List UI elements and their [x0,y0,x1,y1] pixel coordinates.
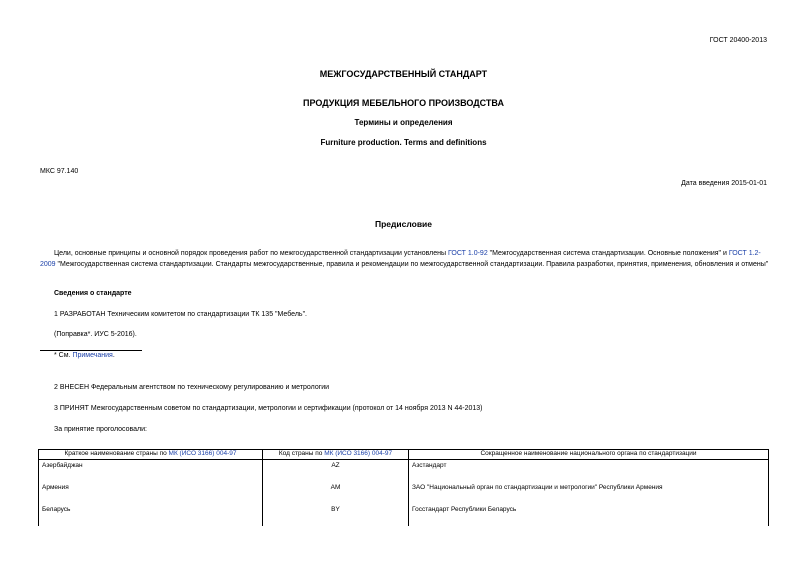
notes-link[interactable]: Примечания [72,352,113,359]
table-row [39,460,769,483]
preface-heading: Предисловие [374,219,433,229]
code-cell: AZ [263,460,409,483]
footnote-divider [40,350,142,351]
preface-text-part1: Цели, основные принципы и основной порядок проведения работ по межгосударственной стандартизации установлены [54,250,448,257]
standard-subtitle-ru: Термины и определения [354,118,453,127]
body-cell: Азстандарт [409,460,769,483]
country-cell: Беларусь [39,504,263,526]
document-code: ГОСТ 20400-2013 [709,37,767,44]
gost-1-2-2009-link[interactable]: ГОСТ 1.2-2009 [40,250,761,268]
footnote-suffix: . [112,352,115,359]
standard-name-ru: ПРОДУКЦИЯ МЕБЕЛЬНОГО ПРОИЗВОДСТВА [303,98,504,108]
preface-paragraph [40,248,770,270]
gost-1-0-92-link[interactable]: ГОСТ 1.0-92 [447,250,488,257]
voting-states-table [38,449,769,526]
column-header-body: Сокращенное наименование национального органа по стандартизации [409,450,769,460]
preface-text-part2: "Межгосударственная система стандартизации. Основные положения" и [487,250,729,257]
country-cell: Армения [39,482,263,504]
amendment-note: (Поправка*. ИУС 5-2016). [54,331,137,338]
table-header-row [39,450,769,460]
item-developed: 1 РАЗРАБОТАН Техническим комитетом по стандартизации ТК 135 "Мебель". [54,311,307,318]
standard-name-en: Furniture production. Terms and definitions [320,138,487,147]
footnote-prefix: * См. [54,352,73,359]
mk-iso-3166-link[interactable]: МК (ИСО 3166) 004-97 [168,450,237,457]
standard-info-heading: Сведения о стандарте [54,290,132,297]
item-adopted: 3 ПРИНЯТ Межгосударственным советом по стандартизации, метрологии и сертификации (протокол от 14 ноября 2013 N 44-2013) [54,405,483,412]
code-cell: BY [263,504,409,526]
table-row [39,504,769,526]
footnote [54,352,115,359]
code-cell: AM [263,482,409,504]
standard-type-title: МЕЖГОСУДАРСТВЕННЫЙ СТАНДАРТ [319,69,488,79]
voted-label: За принятие проголосовали: [54,426,147,433]
country-cell: Азербайджан [39,460,263,483]
item-submitted: 2 ВНЕСЕН Федеральным агентством по техническому регулированию и метрологии [54,384,330,391]
table-row [39,482,769,504]
column-header-code: Код страны по МК (ИСО 3166) 004-97 [263,450,409,460]
column-header-country: Краткое наименование страны по МК (ИСО 3166) 004-97 [39,450,263,460]
mks-code: МКС 97.140 [40,168,79,175]
mk-iso-3166-link[interactable]: МК (ИСО 3166) 004-97 [324,450,393,457]
body-cell: Госстандарт Республики Беларусь [409,504,769,526]
body-cell: ЗАО "Национальный орган по стандартизации и метрологии" Республики Армения [409,482,769,504]
preface-text-part3: "Межгосударственная система стандартизации. Стандарты межгосударственные, правила и рекомендации по межгосударственной стандартизации. Правила разработки, принятия, применения, обновления и отмены" [55,261,769,268]
introduction-date: Дата введения 2015-01-01 [681,180,767,187]
